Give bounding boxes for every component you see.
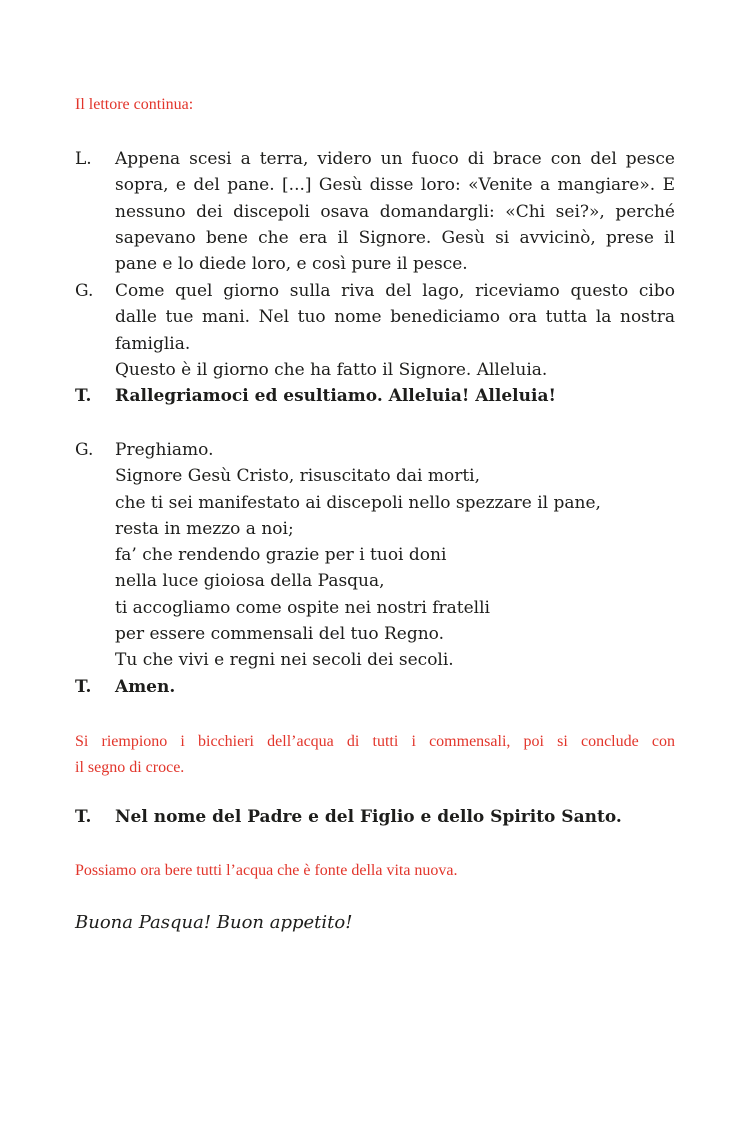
guide-response-block [75, 278, 675, 383]
reading-line: sapevano bene che era il Signore. Gesù si avvicinò, prese il [115, 227, 675, 248]
reading-line: pane e lo diede loro, e così pure il pesce. [115, 254, 468, 275]
reading-line: nessuno dei discepoli osava domandargli: «Chi sei?», perché [115, 201, 675, 222]
guide-line: Come quel giorno sulla riva del lago, riceviamo questo cibo [115, 281, 675, 301]
all-response-2 [75, 674, 675, 700]
reading-line: Appena scesi a terra, videro un fuoco di brace con del pesce [115, 149, 675, 169]
intro-rubric: Il lettore continua: [75, 96, 194, 113]
water-rubric [75, 729, 675, 781]
guide-line: Questo è il giorno che ha fatto il Signore. Alleluia. [115, 359, 548, 380]
guide-line: dalle tue mani. Nel tuo nome benediciamo ora tutta la nostra [115, 307, 675, 328]
sign-of-cross [75, 804, 675, 830]
prayer-line: Tu che vivi e regni nei secoli dei secoli. [115, 650, 454, 671]
prayer-block [75, 437, 675, 674]
guide-response-text [115, 278, 675, 383]
guide-line: famiglia. [115, 333, 191, 354]
speaker-all: T. [75, 386, 92, 406]
prayer-line: ti accogliamo come ospite nei nostri fratelli [115, 597, 490, 618]
water-rubric-line: il segno di croce. [75, 759, 185, 776]
prayer-line: che ti sei manifestato ai discepoli nello spezzare il pane, [115, 492, 601, 513]
prayer-line: Signore Gesù Cristo, risuscitato dai morti, [115, 466, 480, 487]
all-response-1 [75, 383, 675, 409]
water-rubric-line: Si riempiono i bicchieri dell’acqua di tutti i commensali, poi si conclude con [75, 733, 675, 750]
prayer-line: Preghiamo. [115, 440, 214, 460]
speaker-guide: G. [75, 440, 94, 460]
reading-line: sopra, e del pane. [...] Gesù disse loro: «Venite a mangiare». E [115, 175, 675, 196]
final-rubric: Possiamo ora bere tutti l’acqua che è fonte della vita nuova. [75, 862, 458, 879]
reading-block [75, 146, 675, 277]
closing-greeting: Buona Pasqua! Buon appetito! [75, 912, 353, 933]
page [75, 0, 675, 1134]
reading-text [115, 146, 675, 277]
prayer-line: nella luce gioiosa della Pasqua, [115, 571, 385, 592]
all-response-1-text: Rallegriamoci ed esultiamo. Alleluia! Alleluia! [115, 386, 556, 406]
speaker-all: T. [75, 807, 92, 827]
prayer-line: fa’ che rendendo grazie per i tuoi doni [115, 545, 447, 566]
prayer-line: per essere commensali del tuo Regno. [115, 624, 445, 645]
speaker-guide: G. [75, 281, 94, 301]
all-response-2-text: Amen. [115, 677, 176, 697]
sign-of-cross-text: Nel nome del Padre e del Figlio e dello Spirito Santo. [115, 807, 622, 827]
speaker-reader: L. [75, 149, 92, 169]
speaker-all: T. [75, 677, 92, 697]
prayer-text [115, 437, 675, 674]
prayer-line: resta in mezzo a noi; [115, 518, 294, 539]
